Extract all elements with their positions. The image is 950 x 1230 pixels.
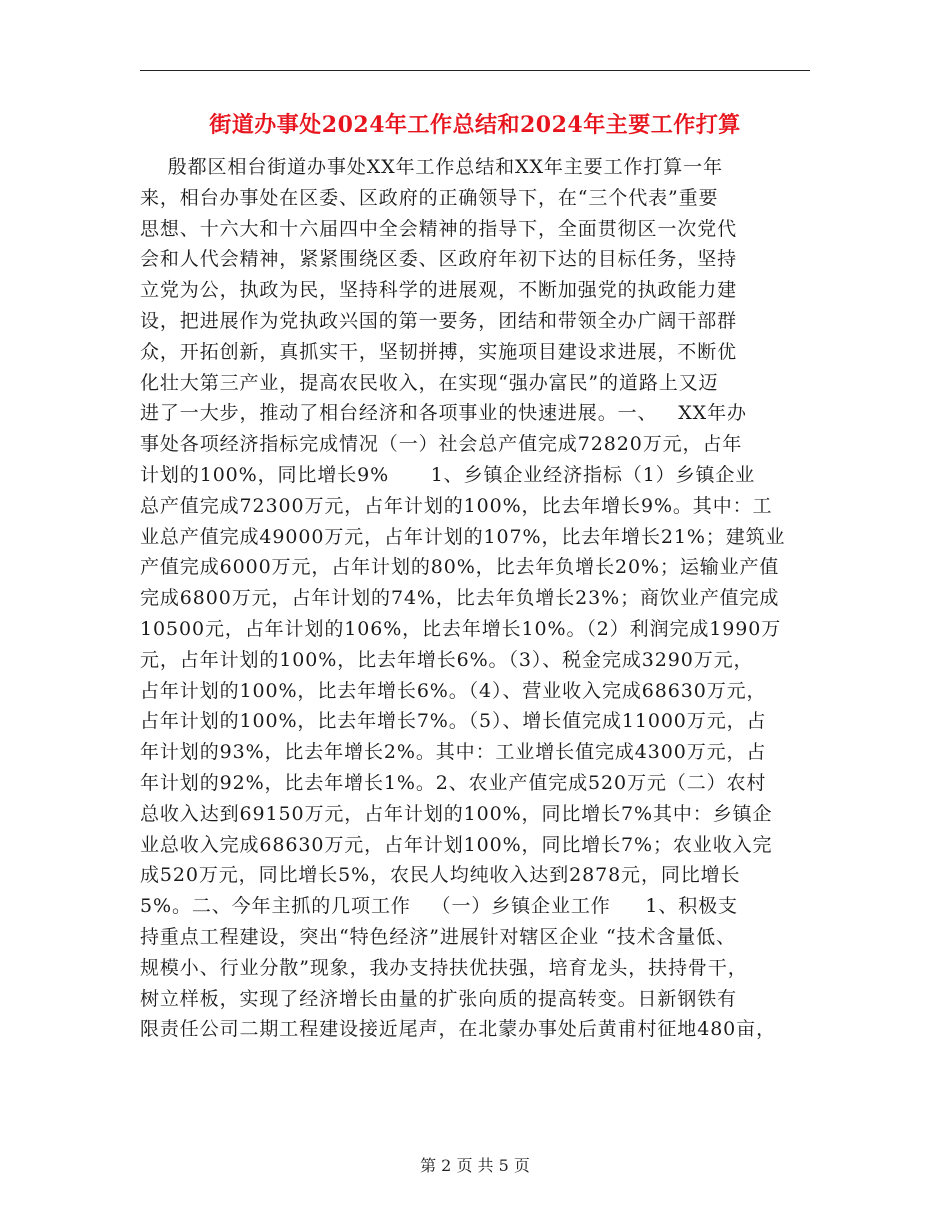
body-line: 立党为公，执政为民，坚持科学的进展观，不断加强党的执政能力建	[140, 279, 738, 302]
body-line: 总产值完成72300万元，占年计划的100%，比去年增长9%。其中：工	[140, 494, 773, 517]
header-rule	[140, 70, 810, 71]
body-line: 5%。二、今年主抓的几项工作 （一）乡镇企业工作 1、积极支	[140, 895, 738, 918]
body-line: 产值完成6000万元，占年计划的80%，比去年负增长20%；运输业产值	[140, 556, 780, 579]
body-line: 思想、十六大和十六届四中全会精神的指导下，全面贯彻区一次党代	[140, 217, 738, 240]
body-line: 占年计划的100%，比去年增长7%。（5）、增长值完成11000万元，占	[140, 710, 767, 733]
body-line: 年计划的92%，比去年增长1%。2、农业产值完成520万元（二）农村	[140, 771, 767, 794]
body-line: 计划的100%，同比增长9% 1、乡镇企业经济指标（1）乡镇企业	[140, 463, 756, 486]
body-line: 殷都区相台街道办事处XX年工作总结和XX年主要工作打算一年	[140, 156, 723, 178]
body-line: 持重点工程建设，突出“特色经济”进展针对辖区企业 “技术含量低、	[140, 925, 736, 948]
body-line: 总收入达到69150万元，占年计划的100%，同比增长7%其中：乡镇企	[140, 802, 773, 825]
body-line: 化壮大第三产业，提高农民收入，在实现“强办富民”的道路上又迈	[140, 371, 719, 394]
body-line: 成520万元，同比增长5%，农民人均纯收入达到2878元，同比增长	[140, 864, 741, 887]
body-line: 年计划的93%，比去年增长2%。其中：工业增长值完成4300万元，占	[140, 741, 767, 764]
body-line: 规模小、行业分散”现象，我办支持扶优扶强，培育龙头，扶持骨干，	[140, 956, 748, 979]
document-body	[140, 152, 812, 1045]
page-footer: 第 2 页 共 5 页	[420, 1156, 530, 1175]
body-line: 事处各项经济指标完成情况（一）社会总产值完成72820万元，占年	[140, 433, 743, 456]
body-line: 来，相台办事处在区委、区政府的正确领导下，在“三个代表”重要	[140, 186, 719, 209]
body-line: 众，开拓创新，真抓实干，坚韧拼搏，实施项目建设求进展，不断优	[140, 340, 738, 363]
body-line: 业总产值完成49000万元，占年计划的107%，比去年增长21%；建筑业	[140, 525, 786, 548]
body-line: 10500元，占年计划的106%，比去年增长10%。（2）利润完成1990万	[140, 617, 782, 640]
body-line: 树立样板，实现了经济增长由量的扩张向质的提高转变。日新钢铁有	[140, 987, 738, 1010]
body-line: 限责任公司二期工程建设接近尾声，在北蒙办事处后黄甫村征地480亩，	[140, 1018, 776, 1041]
body-line: 元，占年计划的100%，比去年增长6%。（3）、税金完成3290万元，	[140, 648, 754, 671]
body-line: 进了一大步，推动了相台经济和各项事业的快速进展。一、 XX年办	[140, 402, 747, 425]
body-line: 设，把进展作为党执政兴国的第一要务，团结和带领全办广阔干部群	[140, 309, 738, 332]
body-line: 业总收入完成68630万元，占年计划100%，同比增长7%；农业收入完	[140, 833, 773, 856]
document-title: 街道办事处2024年工作总结和2024年主要工作打算	[209, 112, 741, 138]
body-line: 完成6800万元，占年计划的74%，比去年负增长23%；商饮业产值完成	[140, 587, 780, 610]
body-line: 占年计划的100%，比去年增长6%。（4）、营业收入完成68630万元，	[140, 679, 767, 702]
body-line: 会和人代会精神，紧紧围绕区委、区政府年初下达的目标任务，坚持	[140, 248, 738, 271]
